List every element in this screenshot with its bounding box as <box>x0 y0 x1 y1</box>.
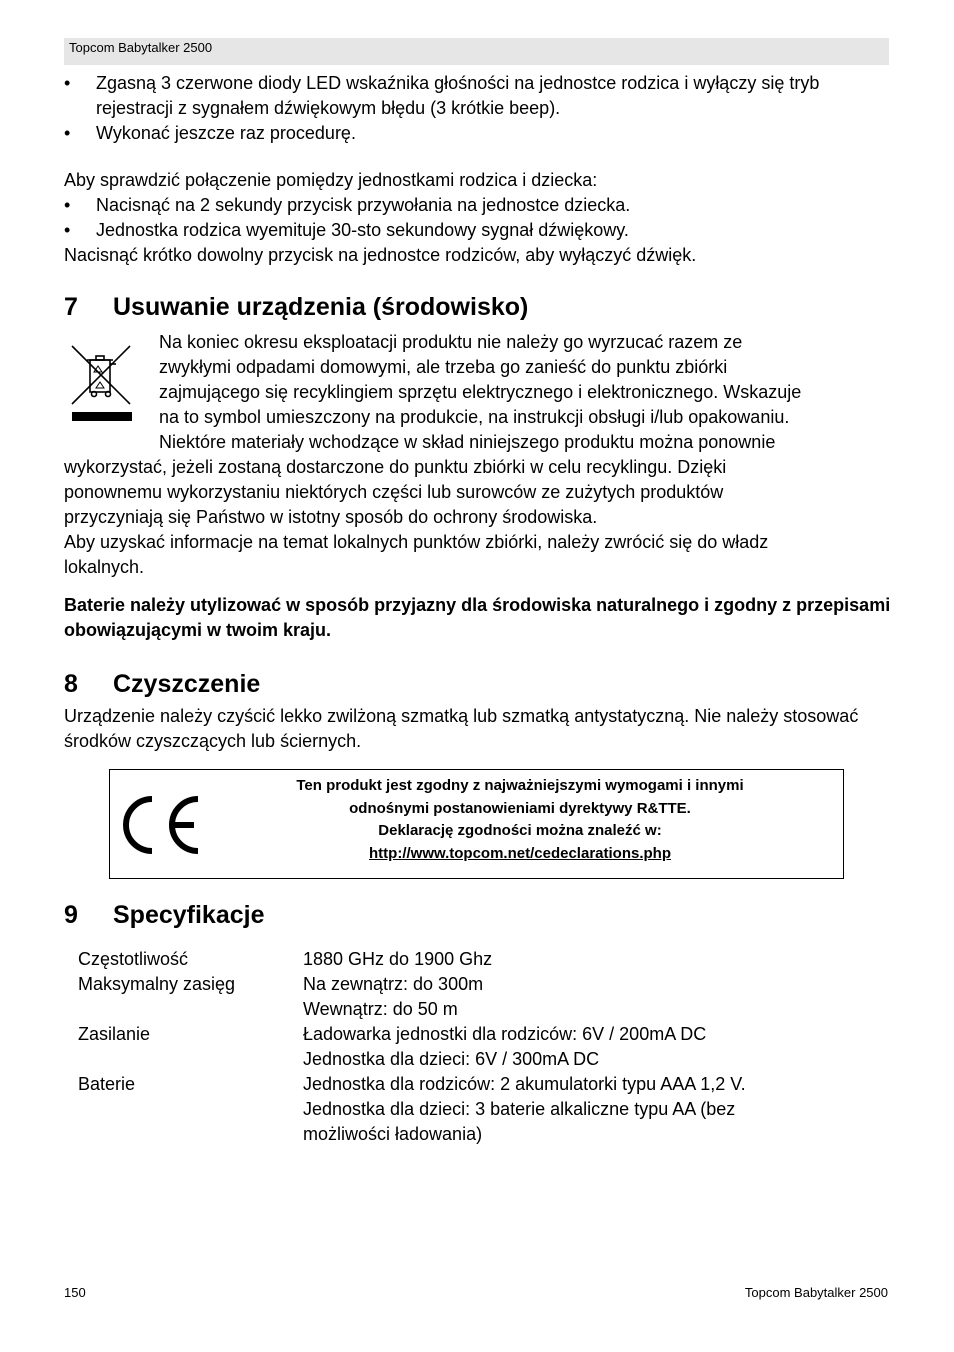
list-item: • Nacisnąć na 2 sekundy przycisk przywołania na jednostce dziecka. <box>64 193 888 218</box>
spec-label <box>78 997 303 1022</box>
spec-label <box>78 1097 303 1122</box>
spec-value: Wewnątrz: do 50 m <box>303 999 458 1019</box>
paragraph-line: ponownemu wykorzystaniu niektórych części lub surowców ze zużytych produktów <box>64 482 724 502</box>
spec-label: Zasilanie <box>78 1024 151 1044</box>
intro-bullet-list <box>64 71 888 146</box>
paragraph-line: wykorzystać, jeżeli zostaną dostarczone do punktu zbiórki w celu recyklingu. Dzięki <box>64 457 727 477</box>
cleaning-paragraph: Urządzenie należy czyścić lekko zwilżoną szmatką lub szmatką antystatyczną. Nie należy stosować środków czyszczących lub ściernych. <box>64 706 859 751</box>
battery-disposal-note: Baterie należy utylizować w sposób przyjazny dla środowiska naturalnego i zgodny z przepisami obowiązującymi w twoim kraju. <box>64 595 891 640</box>
connection-check-block <box>64 168 888 268</box>
paragraph-line: Niektóre materiały wchodzące w skład niniejszego produktu można ponownie <box>159 432 776 452</box>
section-title: Czyszczenie <box>113 670 261 698</box>
section-7-heading <box>64 292 528 322</box>
spec-value: Jednostka dla rodziców: 2 akumulatorki typu AAA 1,2 V. <box>303 1074 746 1094</box>
list-item: • Zgasną 3 czerwone diody LED wskaźnika głośności na jednostce rodzica i wyłączy się tryb rejestracji z sygnałem dźwiękowym błędu (3 krótkie beep). <box>64 71 888 121</box>
paragraph-line: zwykłymi odpadami domowymi, ale trzeba go zanieść do punktu zbiórki <box>159 357 728 377</box>
table-row <box>78 1122 838 1147</box>
ce-mark-icon <box>118 794 202 856</box>
paragraph-line: lokalnych. <box>64 557 145 577</box>
ce-line: odnośnymi postanowieniami dyrektywy R&TTE. <box>349 799 691 817</box>
spec-label <box>78 1122 303 1147</box>
section-8-heading <box>64 669 260 699</box>
spec-value: Jednostka dla dzieci: 6V / 300mA DC <box>303 1049 600 1069</box>
table-row <box>78 997 838 1022</box>
spec-value: 1880 GHz do 1900 Ghz <box>303 949 493 969</box>
specifications-table <box>78 947 838 1147</box>
footer-product: Topcom Babytalker 2500 <box>744 1285 888 1300</box>
check-bullet-list <box>64 193 888 243</box>
running-header <box>64 38 889 65</box>
table-row <box>78 972 838 997</box>
check-outro: Nacisnąć krótko dowolny przycisk na jednostce rodziców, aby wyłączyć dźwięk. <box>64 245 697 265</box>
header-title: Topcom Babytalker 2500 <box>69 40 213 55</box>
ce-line: Deklarację zgodności można znaleźć w: <box>378 822 662 839</box>
ce-declaration-box <box>109 769 844 879</box>
table-row <box>78 1047 838 1072</box>
section-title: Specyfikacje <box>113 901 265 929</box>
paragraph-line: Aby uzyskać informacje na temat lokalnych punktów zbiórki, należy zwrócić się do władz <box>64 532 769 552</box>
section-9-heading <box>64 900 265 930</box>
spec-label: Częstotliwość <box>78 949 189 969</box>
list-item: • Wykonać jeszcze raz procedurę. <box>64 121 888 146</box>
check-intro: Aby sprawdzić połączenie pomiędzy jednostkami rodzica i dziecka: <box>64 170 598 190</box>
spec-label: Baterie <box>78 1074 136 1094</box>
spec-value: Na zewnątrz: do 300m <box>303 974 484 994</box>
section-number: 8 <box>64 670 78 698</box>
ce-line: Ten produkt jest zgodny z najważniejszymi wymogami i innymi <box>296 777 744 794</box>
crossed-out-wheelie-bin-icon <box>68 340 134 426</box>
spec-value: Jednostka dla dzieci: 3 baterie alkaliczne typu AA (bez <box>303 1099 736 1119</box>
section-number: 9 <box>64 901 78 929</box>
spec-value: możliwości ładowania) <box>303 1124 483 1144</box>
ce-declaration-text <box>220 775 820 865</box>
paragraph-line: przyczyniają się Państwo w istotny sposób do ochrony środowiska. <box>64 507 598 527</box>
table-row <box>78 1022 838 1047</box>
spec-value: Ładowarka jednostki dla rodziców: 6V / 200mA DC <box>303 1024 707 1044</box>
table-row <box>78 1072 838 1097</box>
list-item: • Jednostka rodzica wyemituje 30-sto sekundowy sygnał dźwiękowy. <box>64 218 888 243</box>
page-number: 150 <box>64 1285 86 1300</box>
spec-label <box>78 1047 303 1072</box>
section-title: Usuwanie urządzenia (środowisko) <box>113 293 529 321</box>
table-row <box>78 947 838 972</box>
declaration-link[interactable]: http://www.topcom.net/cedeclarations.php <box>369 844 671 862</box>
table-row <box>78 1097 838 1122</box>
paragraph-line: na to symbol umieszczony na produkcie, na instrukcji obsługi i/lub opakowaniu. <box>159 407 790 427</box>
spec-label: Maksymalny zasięg <box>78 974 236 994</box>
paragraph-line: zajmującego się recyklingiem sprzętu elektrycznego i elektronicznego. Wskazuje <box>159 382 802 402</box>
intro-block <box>64 71 888 146</box>
paragraph-line: Na koniec okresu eksploatacji produktu nie należy go wyrzucać razem ze <box>159 332 743 352</box>
section-number: 7 <box>64 293 78 321</box>
